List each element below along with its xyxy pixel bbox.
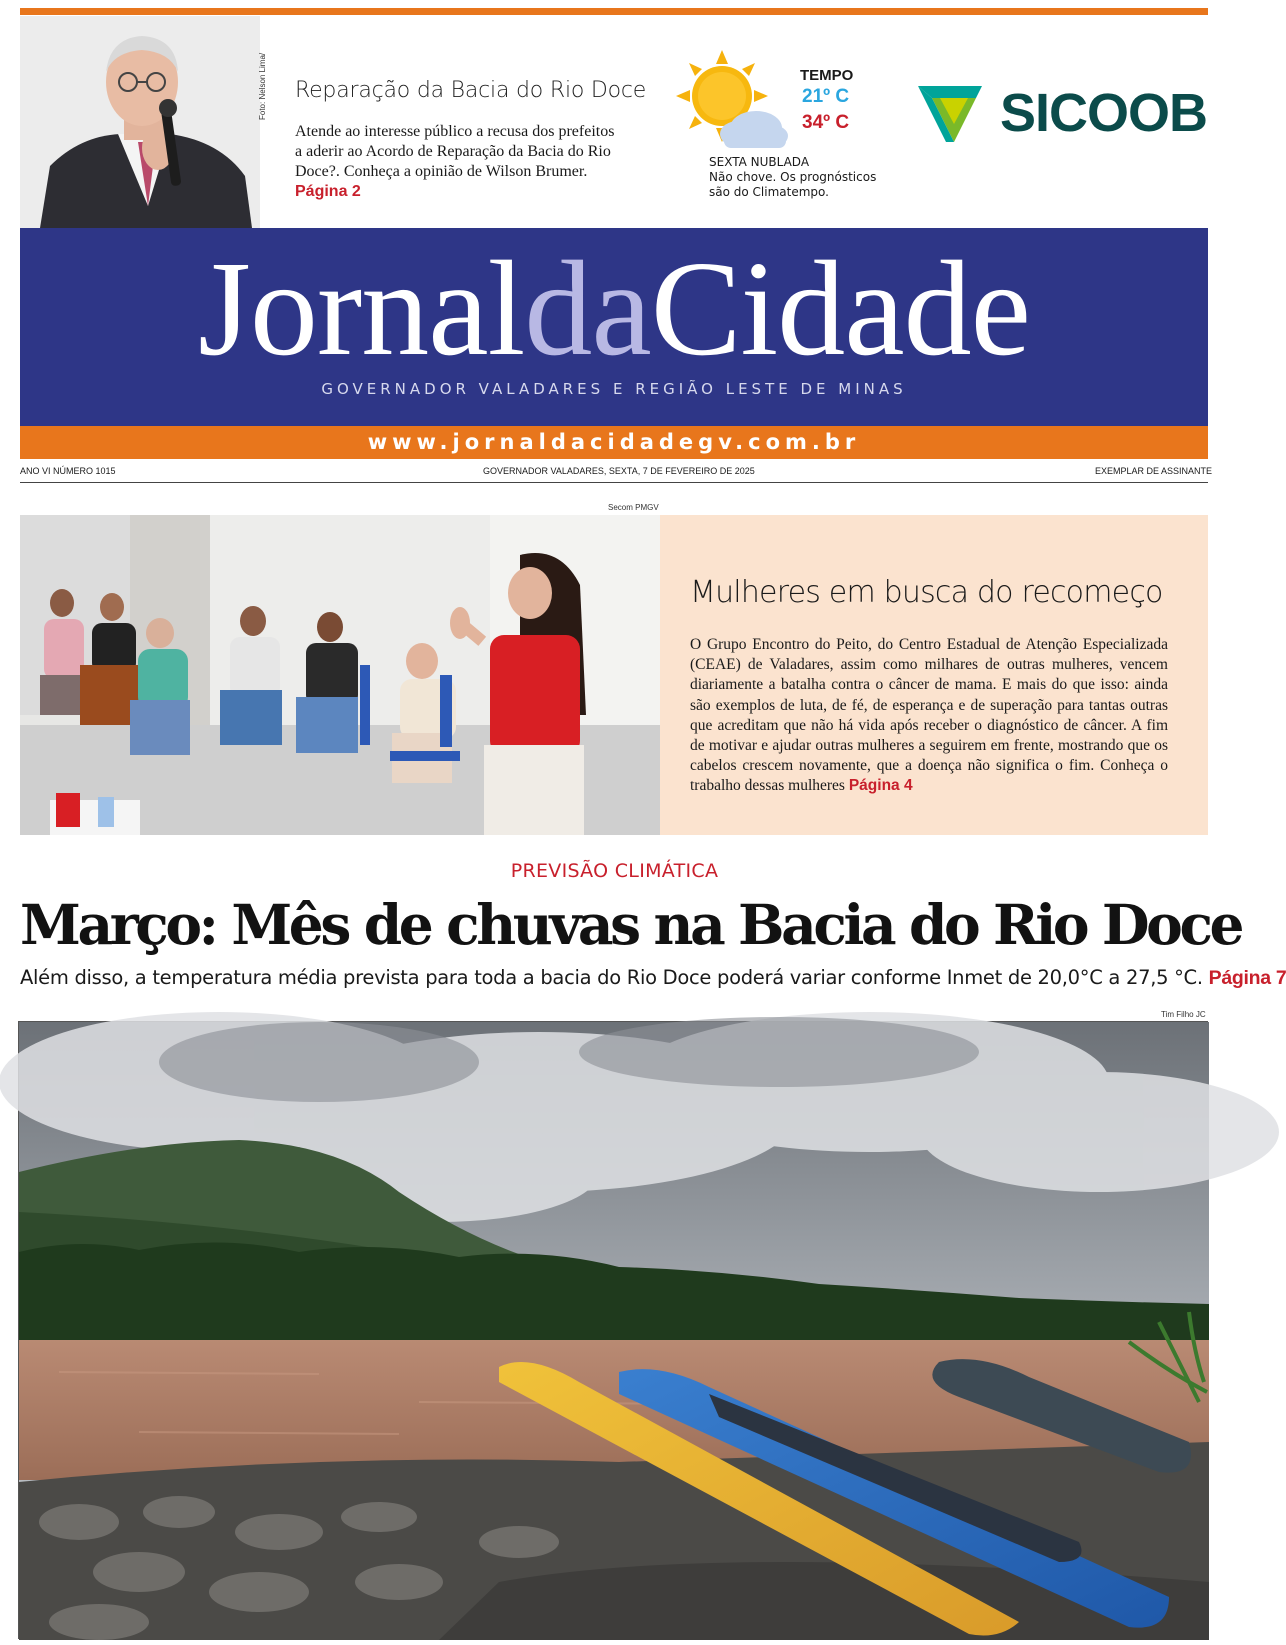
lead-deck: Além disso, a temperatura média prevista para toda a bacia do Rio Doce poderá variar conforme Inmet de 20,0°C a 27,5 °C. Página 7 bbox=[20, 966, 1286, 989]
teaser-page-link[interactable]: Página 2 bbox=[295, 183, 361, 200]
masthead-title-da: da bbox=[524, 234, 651, 384]
portrait-photo[interactable] bbox=[20, 16, 260, 228]
teaser-headline[interactable]: Reparação da Bacia do Rio Doce bbox=[295, 78, 647, 103]
feature-body: O Grupo Encontro do Peito, do Centro Estadual de Atenção Especializada (CEAE) de Valadares, assim como milhares de outras mulheres, vencem diariamente a batalha contra o câncer de mama. E mais do que isso: ainda são exemplos de luta, de fé, de esperança e de superação para tantas outras que acreditam que não há vida após receber o diagnóstico de câncer. A fim de motivar e ajudar outras mulheres a seguirem em frente, mostrando que os cabelos crescem novamente, que a doença não significa o fim. Conheça o trabalho dessas mulheres Página 4 bbox=[690, 636, 1168, 795]
edition-copy-type: EXEMPLAR DE ASSINANTE bbox=[1095, 466, 1213, 476]
top-accent-rule bbox=[20, 8, 1208, 15]
sun-cloud-icon bbox=[676, 50, 788, 150]
edition-divider bbox=[20, 482, 1208, 483]
weather-label: TEMPO bbox=[800, 67, 854, 84]
portrait-photo-credit: Foto: Nelson Lima/ bbox=[258, 52, 267, 120]
lead-kicker: PREVISÃO CLIMÁTICA bbox=[510, 860, 719, 882]
masthead-title-jornal: Jornal bbox=[198, 234, 525, 384]
weather-max-temp: 34º C bbox=[802, 112, 850, 133]
lead-headline[interactable]: Março: Mês de chuvas na Bacia do Rio Doce bbox=[20, 892, 1242, 957]
masthead-title-cidade: Cidade bbox=[650, 234, 1030, 384]
sponsor-name[interactable]: SICOOB bbox=[1000, 83, 1208, 143]
masthead-title[interactable] bbox=[20, 234, 1208, 384]
feature-photo[interactable] bbox=[20, 515, 660, 835]
edition-number: ANO VI NÚMERO 1015 bbox=[20, 466, 116, 476]
weather-note: Não chove. Os prognósticos são do Climatempo. bbox=[709, 170, 877, 199]
river-photo[interactable] bbox=[18, 1021, 1208, 1639]
edition-dateline: GOVERNADOR VALADARES, SEXTA, 7 DE FEVEREIRO DE 2025 bbox=[483, 466, 755, 476]
url-bar bbox=[20, 426, 1208, 459]
website-link[interactable]: www.jornaldacidadegv.com.br bbox=[367, 430, 861, 454]
lead-page-link[interactable]: Página 7 bbox=[1208, 967, 1286, 989]
teaser-body: Atende ao interesse público a recusa dos prefeitos a aderir ao Acordo de Reparação da Bacia do Rio Doce?. Conheça a opinião de Wilson Brumer. Página 2 bbox=[295, 123, 615, 200]
masthead-subtitle: GOVERNADOR VALADARES E REGIÃO LESTE DE MINAS bbox=[321, 380, 907, 398]
feature-page-link[interactable]: Página 4 bbox=[848, 777, 913, 795]
feature-panel bbox=[660, 515, 1208, 835]
feature-headline[interactable]: Mulheres em busca do recomeço bbox=[690, 575, 1163, 610]
weather-forecast bbox=[709, 155, 909, 200]
weather-min-temp: 21º C bbox=[802, 86, 850, 107]
lead-photo-credit: Tim Filho JC bbox=[1161, 1010, 1206, 1019]
masthead bbox=[20, 228, 1208, 426]
weather-day: SEXTA NUBLADA bbox=[709, 155, 810, 169]
feature-photo-credit: Secom PMGV bbox=[608, 503, 659, 512]
sicoob-logo-icon[interactable] bbox=[918, 84, 984, 144]
